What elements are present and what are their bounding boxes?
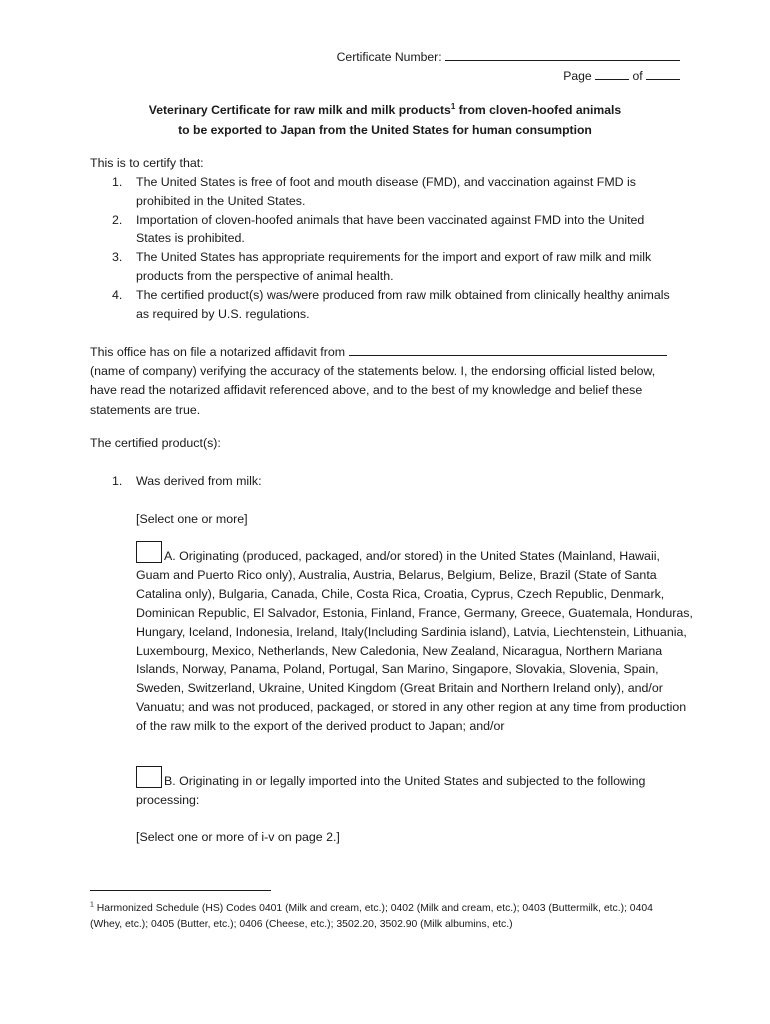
statement-item	[90, 173, 680, 210]
select-page2-instruction: [Select one or more of i-v on page 2.]	[136, 830, 340, 844]
option-b-text: B. Originating in or legally imported into the United States and subjected to the following processing:	[136, 774, 646, 808]
item-text: Was derived from milk:	[136, 474, 262, 488]
statement-item	[90, 248, 680, 285]
item-number: 1.	[112, 474, 123, 488]
company-name-field[interactable]	[349, 343, 667, 356]
page-label: Page	[563, 69, 592, 83]
page-total-field[interactable]	[646, 67, 680, 80]
products-heading: The certified product(s):	[90, 436, 221, 450]
affidavit-paragraph	[90, 343, 682, 420]
document-title	[90, 100, 680, 140]
statement-number: 4.	[112, 288, 123, 303]
affidavit-text-end: (name of company) verifying the accuracy of the statements below. I, the endorsing official listed below, have read the notarized affidavit referenced above, and to the best of my knowledge and belief these statements are true.	[90, 364, 656, 417]
intro-text: This is to certify that:	[90, 156, 204, 170]
statement-text: The United States is free of foot and mouth disease (FMD), and vaccination against FMD is prohibited in the United States.	[136, 175, 636, 208]
option-a	[136, 541, 696, 736]
statement-text: Importation of cloven-hoofed animals that have been vaccinated against FMD into the United States is prohibited.	[136, 212, 645, 246]
statement-item	[90, 286, 680, 323]
select-instruction: [Select one or more]	[136, 512, 248, 526]
statement-number: 3.	[112, 250, 123, 265]
affidavit-text-start: This office has on file a notarized affidavit from	[90, 345, 349, 359]
page-number-line	[563, 67, 680, 83]
certificate-number-line	[337, 48, 680, 64]
statement-number: 2.	[112, 212, 123, 227]
certification-statements	[90, 173, 680, 324]
certificate-number-field[interactable]	[445, 48, 680, 61]
option-b	[136, 766, 684, 810]
title-line1-start: Veterinary Certificate for raw milk and milk products	[148, 103, 451, 117]
statement-text: The United States has appropriate requirements for the import and export of raw milk and milk products from the perspective of animal health.	[136, 250, 652, 283]
statement-text: The certified product(s) was/were produced from raw milk obtained from clinically healthy animals as required by U.S. regulations.	[136, 288, 670, 321]
certificate-number-label: Certificate Number:	[336, 50, 442, 64]
footnote	[90, 901, 670, 933]
footnote-text: Harmonized Schedule (HS) Codes 0401 (Milk and cream, etc.); 0402 (Milk and cream, etc.); 0403 (Buttermilk, etc.); 0404 (Whey, etc.); 0405 (Butter, etc.); 0406 (Cheese, etc.); 3502.20, 3502.90 (Milk albumins, etc.)	[90, 903, 653, 930]
option-a-checkbox[interactable]	[136, 541, 162, 563]
of-label: of	[632, 69, 643, 83]
option-a-text: A. Originating (produced, packaged, and/or stored) in the United States (Mainland, Hawaii, Guam and Puerto Rico only), Australia, Austria, Belarus, Belgium, Belize, Brazil (State of Santa Catalina only), Bulgaria, Canada, Chile, Costa Rica, Croatia, Cyprus, Czech Republic, Denmark, Dominican Republic, El Salvador, Estonia, Finland, France, Germany, Greece, Guatemala, Honduras, Hungary, Iceland, Indonesia, Ireland, Italy(Including Sardinia island), Latvia, Liechtenstein, Lithuania, Luxembourg, Mexico, Netherlands, New Caledonia, New Zealand, Nicaragua, Northern Mariana Islands, Norway, Panama, Poland, Portugal, San Marino, Singapore, Slovakia, Slovenia, Spain, Sweden, Switzerland, Ukraine, United Kingdom (Great Britain and Northern Ireland only), and/or Vanuatu; and was not produced, packaged, or stored in any other region at any time from production of the raw milk to the export of the derived product to Japan; and/or	[136, 549, 693, 734]
statement-number: 1.	[112, 175, 123, 189]
footnote-marker: 1	[90, 901, 94, 909]
title-line2: to be exported to Japan from the United States for human consumption	[178, 123, 592, 137]
footnote-ref: 1	[450, 101, 456, 111]
page-number-field[interactable]	[595, 67, 629, 80]
option-b-checkbox[interactable]	[136, 766, 162, 788]
title-line1-end: from cloven-hoofed animals	[455, 103, 622, 117]
statement-item	[90, 211, 680, 248]
footnote-divider	[90, 890, 271, 891]
